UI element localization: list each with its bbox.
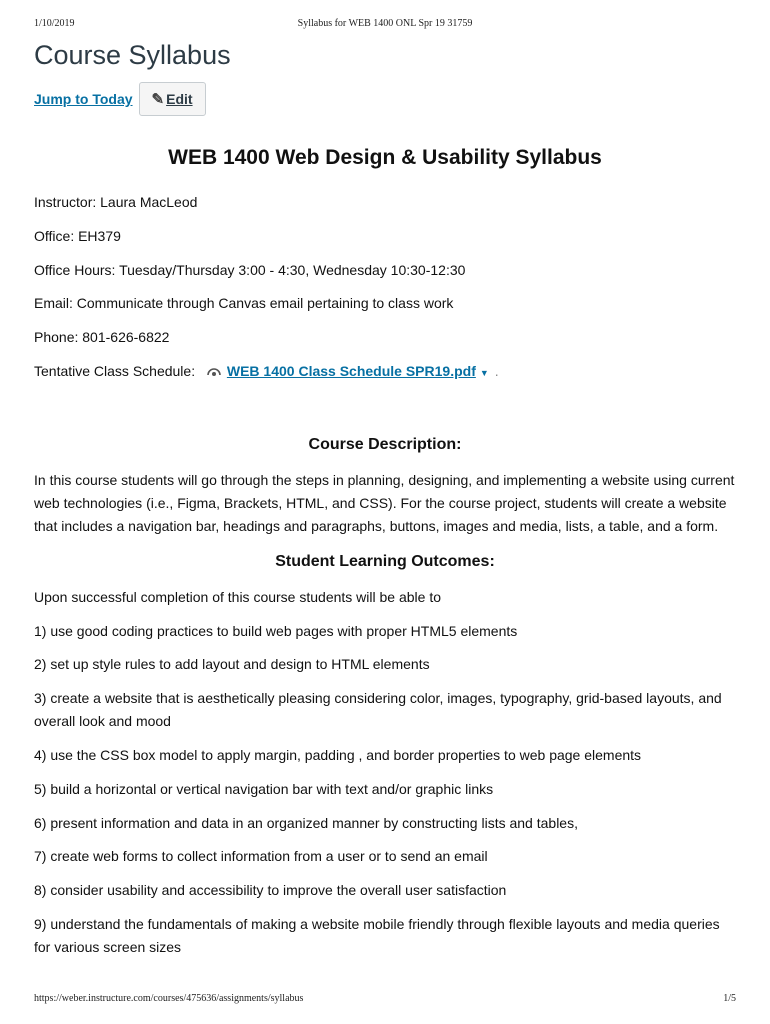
edit-button-label: Edit [166, 91, 193, 107]
syllabus-actions [34, 82, 206, 116]
outcome-item: 2) set up style rules to add layout and design to HTML elements [34, 656, 430, 673]
separator-dot: . [494, 362, 499, 379]
outcome-item: 4) use the CSS box model to apply margin, padding , and border properties to web page elements [34, 746, 642, 763]
syllabus-content [34, 143, 736, 959]
page-url: https://weber.instructure.com/courses/475636/assignments/syllabus [34, 993, 304, 1004]
outcome-item: 5) build a horizontal or vertical navigation bar with text and/or graphic links [34, 780, 494, 797]
print-footer [34, 993, 736, 1007]
phone-line: Phone: 801-626-6822 [34, 329, 170, 346]
page-title: Course Syllabus [34, 40, 231, 70]
print-title: Syllabus for WEB 1400 ONL Spr 19 31759 [297, 18, 473, 29]
pencil-icon: ✎ [151, 91, 165, 108]
page-number: 1/5 [723, 993, 736, 1004]
print-date: 1/10/2019 [34, 18, 75, 29]
schedule-line [34, 360, 736, 394]
caret-down-icon[interactable]: ▼ [479, 367, 489, 378]
outcome-item: 6) present information and data in an organized manner by constructing lists and tables, [34, 814, 578, 831]
jump-to-today-link[interactable]: Jump to Today [34, 91, 133, 107]
syllabus-heading: WEB 1400 Web Design & Usability Syllabus [168, 146, 602, 169]
instructor-line: Instructor: Laura MacLeod [34, 194, 198, 210]
outcome-item: 7) create web forms to collect information from a user or to send an email [34, 848, 488, 865]
outcomes-intro: Upon successful completion of this course students will be able to [34, 588, 441, 605]
office-line: Office: EH379 [34, 227, 121, 244]
learning-outcomes-heading: Student Learning Outcomes: [275, 552, 495, 570]
course-description: In this course students will go through the steps in planning, designing, and implementing a website using current web technologies (i.e., Figma, Brackets, HTML, and CSS). For the course project, students will create a website that includes a navigation bar, headings and paragraphs, buttons, images and media, lists, a table, and a form. [34, 471, 735, 534]
outcome-item: 1) use good coding practices to build web pages with proper HTML5 elements [34, 622, 518, 639]
office-hours-line: Office Hours: Tuesday/Thursday 3:00 - 4:30, Wednesday 10:30-12:30 [34, 261, 466, 278]
edit-button[interactable] [139, 82, 206, 116]
outcome-item: 3) create a website that is aesthetically pleasing considering color, images, typography, grid-based layouts, and overall look and mood [34, 690, 722, 730]
schedule-label: Tentative Class Schedule: [34, 362, 196, 379]
print-header [34, 18, 736, 32]
schedule-file-link[interactable]: WEB 1400 Class Schedule SPR19.pdf [226, 362, 476, 379]
course-description-heading: Course Description: [308, 435, 462, 453]
outcome-item: 9) understand the fundamentals of making a website mobile friendly through flexible layouts and media queries for various screen sizes [34, 915, 720, 955]
preview-eye-icon[interactable] [207, 360, 221, 383]
email-line: Email: Communicate through Canvas email pertaining to class work [34, 295, 454, 312]
outcome-item: 8) consider usability and accessibility to improve the overall user satisfaction [34, 882, 507, 899]
